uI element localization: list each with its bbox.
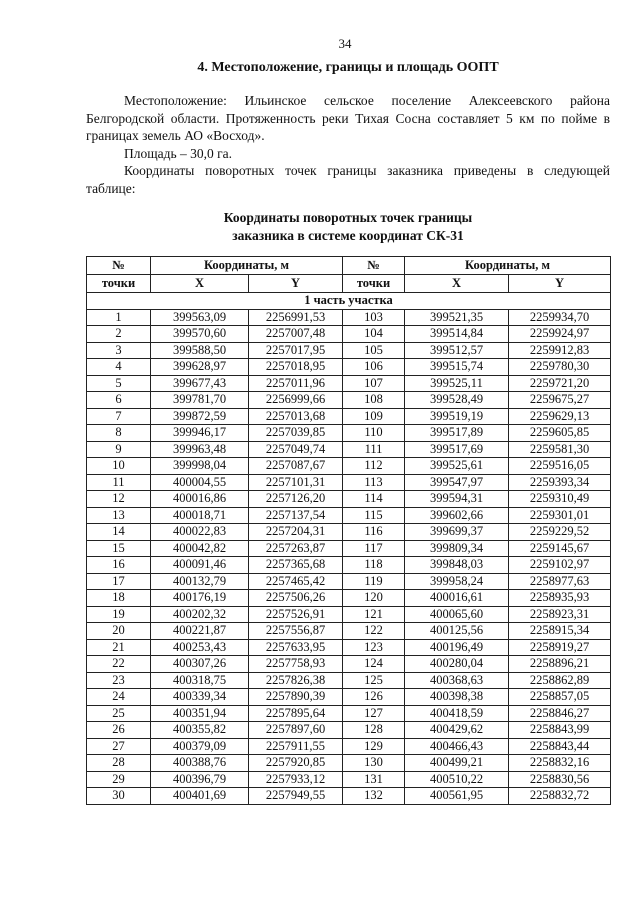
table-header-row-1 <box>87 257 611 275</box>
cell-x-coordinate: 400379,09 <box>151 738 249 755</box>
table-row <box>87 722 611 739</box>
cell-y-coordinate: 2257011,96 <box>249 375 343 392</box>
table-row <box>87 458 611 475</box>
part-row <box>87 293 611 310</box>
cell-x-coordinate: 400418,59 <box>405 705 509 722</box>
cell-y-coordinate: 2257204,31 <box>249 524 343 541</box>
cell-point-number: 28 <box>87 755 151 772</box>
cell-point-number: 14 <box>87 524 151 541</box>
table-row <box>87 705 611 722</box>
cell-point-number: 16 <box>87 557 151 574</box>
cell-y-coordinate: 2257526,91 <box>249 606 343 623</box>
cell-x-coordinate: 399594,31 <box>405 491 509 508</box>
cell-y-coordinate: 2259721,20 <box>509 375 611 392</box>
cell-y-coordinate: 2257633,95 <box>249 639 343 656</box>
cell-y-coordinate: 2258923,31 <box>509 606 611 623</box>
body-text <box>86 92 610 198</box>
cell-x-coordinate: 400202,32 <box>151 606 249 623</box>
cell-x-coordinate: 400091,46 <box>151 557 249 574</box>
table-row <box>87 342 611 359</box>
cell-y-coordinate: 2257039,85 <box>249 425 343 442</box>
table-row <box>87 491 611 508</box>
cell-x-coordinate: 400132,79 <box>151 573 249 590</box>
cell-y-coordinate: 2259581,30 <box>509 441 611 458</box>
cell-y-coordinate: 2259934,70 <box>509 309 611 326</box>
cell-y-coordinate: 2257018,95 <box>249 359 343 376</box>
cell-y-coordinate: 2258935,93 <box>509 590 611 607</box>
cell-y-coordinate: 2257049,74 <box>249 441 343 458</box>
cell-x-coordinate: 399563,09 <box>151 309 249 326</box>
cell-point-number: 128 <box>343 722 405 739</box>
cell-x-coordinate: 400307,26 <box>151 656 249 673</box>
table-row <box>87 507 611 524</box>
coordinates-table-body <box>87 293 611 805</box>
header-point-number-right: № <box>343 257 405 275</box>
cell-point-number: 18 <box>87 590 151 607</box>
cell-y-coordinate: 2259629,13 <box>509 408 611 425</box>
cell-y-coordinate: 2257101,31 <box>249 474 343 491</box>
table-row <box>87 425 611 442</box>
cell-point-number: 125 <box>343 672 405 689</box>
cell-point-number: 104 <box>343 326 405 343</box>
table-row <box>87 408 611 425</box>
cell-y-coordinate: 2257263,87 <box>249 540 343 557</box>
cell-y-coordinate: 2259393,34 <box>509 474 611 491</box>
cell-y-coordinate: 2258843,44 <box>509 738 611 755</box>
cell-y-coordinate: 2257007,48 <box>249 326 343 343</box>
cell-x-coordinate: 399628,97 <box>151 359 249 376</box>
cell-x-coordinate: 399848,03 <box>405 557 509 574</box>
header-points-label-right: точки <box>343 275 405 293</box>
cell-x-coordinate: 399963,48 <box>151 441 249 458</box>
cell-y-coordinate: 2257137,54 <box>249 507 343 524</box>
cell-x-coordinate: 399809,34 <box>405 540 509 557</box>
cell-x-coordinate: 399521,35 <box>405 309 509 326</box>
table-row <box>87 557 611 574</box>
cell-point-number: 130 <box>343 755 405 772</box>
cell-x-coordinate: 399528,49 <box>405 392 509 409</box>
cell-y-coordinate: 2259516,05 <box>509 458 611 475</box>
cell-point-number: 13 <box>87 507 151 524</box>
cell-point-number: 23 <box>87 672 151 689</box>
cell-y-coordinate: 2256991,53 <box>249 309 343 326</box>
cell-x-coordinate: 400018,71 <box>151 507 249 524</box>
cell-x-coordinate: 400318,75 <box>151 672 249 689</box>
cell-y-coordinate: 2257826,38 <box>249 672 343 689</box>
cell-x-coordinate: 399588,50 <box>151 342 249 359</box>
cell-point-number: 124 <box>343 656 405 673</box>
cell-x-coordinate: 400280,04 <box>405 656 509 673</box>
cell-x-coordinate: 400466,43 <box>405 738 509 755</box>
cell-point-number: 30 <box>87 788 151 805</box>
cell-x-coordinate: 400368,63 <box>405 672 509 689</box>
cell-y-coordinate: 2257949,55 <box>249 788 343 805</box>
cell-point-number: 25 <box>87 705 151 722</box>
cell-point-number: 108 <box>343 392 405 409</box>
header-y-right: Y <box>509 275 611 293</box>
cell-x-coordinate: 400022,83 <box>151 524 249 541</box>
table-row <box>87 639 611 656</box>
cell-point-number: 27 <box>87 738 151 755</box>
cell-point-number: 109 <box>343 408 405 425</box>
cell-y-coordinate: 2258862,89 <box>509 672 611 689</box>
cell-x-coordinate: 399525,11 <box>405 375 509 392</box>
header-y-left: Y <box>249 275 343 293</box>
cell-x-coordinate: 400196,49 <box>405 639 509 656</box>
cell-y-coordinate: 2259310,49 <box>509 491 611 508</box>
cell-x-coordinate: 399602,66 <box>405 507 509 524</box>
table-row <box>87 606 611 623</box>
cell-x-coordinate: 399525,61 <box>405 458 509 475</box>
cell-x-coordinate: 399958,24 <box>405 573 509 590</box>
table-row <box>87 656 611 673</box>
cell-point-number: 119 <box>343 573 405 590</box>
header-x-right: X <box>405 275 509 293</box>
header-point-number-left: № <box>87 257 151 275</box>
cell-y-coordinate: 2257087,67 <box>249 458 343 475</box>
cell-x-coordinate: 400355,82 <box>151 722 249 739</box>
cell-x-coordinate: 399946,17 <box>151 425 249 442</box>
cell-y-coordinate: 2258832,72 <box>509 788 611 805</box>
cell-point-number: 15 <box>87 540 151 557</box>
cell-point-number: 115 <box>343 507 405 524</box>
section-heading: 4. Местоположение, границы и площадь ООПТ <box>197 60 499 75</box>
table-row <box>87 573 611 590</box>
cell-point-number: 12 <box>87 491 151 508</box>
table-header-row-2 <box>87 275 611 293</box>
cell-point-number: 107 <box>343 375 405 392</box>
cell-y-coordinate: 2259605,85 <box>509 425 611 442</box>
cell-point-number: 120 <box>343 590 405 607</box>
cell-x-coordinate: 400221,87 <box>151 623 249 640</box>
cell-point-number: 9 <box>87 441 151 458</box>
cell-point-number: 116 <box>343 524 405 541</box>
cell-x-coordinate: 400004,55 <box>151 474 249 491</box>
cell-point-number: 19 <box>87 606 151 623</box>
cell-x-coordinate: 400351,94 <box>151 705 249 722</box>
cell-x-coordinate: 399872,59 <box>151 408 249 425</box>
header-x-left: X <box>151 275 249 293</box>
table-row <box>87 755 611 772</box>
header-points-label-left: точки <box>87 275 151 293</box>
cell-point-number: 21 <box>87 639 151 656</box>
cell-point-number: 117 <box>343 540 405 557</box>
coordinates-table <box>86 256 611 805</box>
cell-point-number: 10 <box>87 458 151 475</box>
cell-x-coordinate: 400499,21 <box>405 755 509 772</box>
cell-x-coordinate: 400396,79 <box>151 771 249 788</box>
area-paragraph: Площадь – 30,0 га. <box>124 145 233 161</box>
cell-point-number: 8 <box>87 425 151 442</box>
cell-y-coordinate: 2259229,52 <box>509 524 611 541</box>
cell-x-coordinate: 399547,97 <box>405 474 509 491</box>
cell-y-coordinate: 2257465,42 <box>249 573 343 590</box>
cell-x-coordinate: 399517,69 <box>405 441 509 458</box>
cell-point-number: 5 <box>87 375 151 392</box>
header-coordinates-left: Координаты, м <box>151 257 343 275</box>
cell-y-coordinate: 2257897,60 <box>249 722 343 739</box>
table-row <box>87 788 611 805</box>
cell-x-coordinate: 399512,57 <box>405 342 509 359</box>
page-number: 34 <box>338 36 352 51</box>
cell-x-coordinate: 399677,43 <box>151 375 249 392</box>
header-coordinates-right: Координаты, м <box>405 257 611 275</box>
cell-x-coordinate: 400253,43 <box>151 639 249 656</box>
table-row <box>87 524 611 541</box>
cell-point-number: 7 <box>87 408 151 425</box>
cell-y-coordinate: 2258843,99 <box>509 722 611 739</box>
cell-y-coordinate: 2257933,12 <box>249 771 343 788</box>
cell-x-coordinate: 400561,95 <box>405 788 509 805</box>
table-row <box>87 738 611 755</box>
table-row <box>87 441 611 458</box>
table-row <box>87 392 611 409</box>
table-row <box>87 623 611 640</box>
cell-point-number: 24 <box>87 689 151 706</box>
cell-x-coordinate: 400016,61 <box>405 590 509 607</box>
cell-x-coordinate: 400429,62 <box>405 722 509 739</box>
cell-point-number: 126 <box>343 689 405 706</box>
cell-x-coordinate: 399570,60 <box>151 326 249 343</box>
cell-y-coordinate: 2258896,21 <box>509 656 611 673</box>
cell-y-coordinate: 2258915,34 <box>509 623 611 640</box>
part-label: 1 часть участка <box>87 293 611 310</box>
cell-x-coordinate: 400125,56 <box>405 623 509 640</box>
cell-point-number: 121 <box>343 606 405 623</box>
cell-x-coordinate: 400339,34 <box>151 689 249 706</box>
table-row <box>87 590 611 607</box>
cell-y-coordinate: 2258832,16 <box>509 755 611 772</box>
cell-point-number: 118 <box>343 557 405 574</box>
cell-point-number: 131 <box>343 771 405 788</box>
cell-x-coordinate: 400176,19 <box>151 590 249 607</box>
cell-point-number: 105 <box>343 342 405 359</box>
cell-x-coordinate: 399514,84 <box>405 326 509 343</box>
table-row <box>87 309 611 326</box>
table-row <box>87 540 611 557</box>
cell-y-coordinate: 2257017,95 <box>249 342 343 359</box>
cell-y-coordinate: 2259675,27 <box>509 392 611 409</box>
cell-point-number: 4 <box>87 359 151 376</box>
cell-x-coordinate: 399515,74 <box>405 359 509 376</box>
cell-x-coordinate: 400401,69 <box>151 788 249 805</box>
cell-point-number: 2 <box>87 326 151 343</box>
cell-y-coordinate: 2257126,20 <box>249 491 343 508</box>
cell-point-number: 26 <box>87 722 151 739</box>
cell-y-coordinate: 2257895,64 <box>249 705 343 722</box>
cell-x-coordinate: 400398,38 <box>405 689 509 706</box>
cell-y-coordinate: 2258977,63 <box>509 573 611 590</box>
cell-y-coordinate: 2259102,97 <box>509 557 611 574</box>
cell-point-number: 11 <box>87 474 151 491</box>
cell-y-coordinate: 2259912,83 <box>509 342 611 359</box>
table-title-line-2: заказника в системе координат СК-31 <box>232 228 464 243</box>
cell-y-coordinate: 2257890,39 <box>249 689 343 706</box>
cell-y-coordinate: 2257013,68 <box>249 408 343 425</box>
cell-point-number: 129 <box>343 738 405 755</box>
table-row <box>87 359 611 376</box>
cell-y-coordinate: 2259145,67 <box>509 540 611 557</box>
cell-point-number: 113 <box>343 474 405 491</box>
cell-x-coordinate: 400388,76 <box>151 755 249 772</box>
cell-point-number: 122 <box>343 623 405 640</box>
cell-y-coordinate: 2259780,30 <box>509 359 611 376</box>
cell-point-number: 103 <box>343 309 405 326</box>
cell-y-coordinate: 2257556,87 <box>249 623 343 640</box>
cell-point-number: 110 <box>343 425 405 442</box>
cell-point-number: 123 <box>343 639 405 656</box>
table-row <box>87 771 611 788</box>
cell-x-coordinate: 399699,37 <box>405 524 509 541</box>
cell-y-coordinate: 2257365,68 <box>249 557 343 574</box>
cell-point-number: 112 <box>343 458 405 475</box>
table-row <box>87 375 611 392</box>
cell-x-coordinate: 400042,82 <box>151 540 249 557</box>
cell-y-coordinate: 2257911,55 <box>249 738 343 755</box>
cell-y-coordinate: 2259924,97 <box>509 326 611 343</box>
cell-y-coordinate: 2258846,27 <box>509 705 611 722</box>
cell-point-number: 111 <box>343 441 405 458</box>
cell-point-number: 6 <box>87 392 151 409</box>
cell-y-coordinate: 2257758,93 <box>249 656 343 673</box>
cell-x-coordinate: 400510,22 <box>405 771 509 788</box>
table-title-line-1: Координаты поворотных точек границы <box>223 210 473 225</box>
cell-point-number: 20 <box>87 623 151 640</box>
cell-x-coordinate: 400065,60 <box>405 606 509 623</box>
table-title <box>86 209 610 245</box>
table-row <box>87 672 611 689</box>
cell-point-number: 114 <box>343 491 405 508</box>
cell-point-number: 1 <box>87 309 151 326</box>
table-row <box>87 474 611 491</box>
location-paragraph: Местоположение: Ильинское сельское поселение Алексеевского района Белгородской области. Протяженность реки Тихая Сосна составляет 5 км по пойме в границах земель АО «Восход». <box>86 93 610 144</box>
table-row <box>87 689 611 706</box>
cell-y-coordinate: 2259301,01 <box>509 507 611 524</box>
cell-point-number: 106 <box>343 359 405 376</box>
cell-x-coordinate: 399519,19 <box>405 408 509 425</box>
cell-point-number: 22 <box>87 656 151 673</box>
cell-y-coordinate: 2258919,27 <box>509 639 611 656</box>
coords-intro-paragraph: Координаты поворотных точек границы заказника приведены в следующей таблице: <box>86 163 610 196</box>
cell-y-coordinate: 2258830,56 <box>509 771 611 788</box>
cell-point-number: 127 <box>343 705 405 722</box>
cell-y-coordinate: 2257506,26 <box>249 590 343 607</box>
cell-y-coordinate: 2258857,05 <box>509 689 611 706</box>
cell-x-coordinate: 399781,70 <box>151 392 249 409</box>
table-row <box>87 326 611 343</box>
cell-x-coordinate: 399517,89 <box>405 425 509 442</box>
cell-point-number: 3 <box>87 342 151 359</box>
cell-y-coordinate: 2256999,66 <box>249 392 343 409</box>
cell-point-number: 29 <box>87 771 151 788</box>
cell-x-coordinate: 400016,86 <box>151 491 249 508</box>
cell-y-coordinate: 2257920,85 <box>249 755 343 772</box>
cell-point-number: 132 <box>343 788 405 805</box>
cell-x-coordinate: 399998,04 <box>151 458 249 475</box>
cell-point-number: 17 <box>87 573 151 590</box>
